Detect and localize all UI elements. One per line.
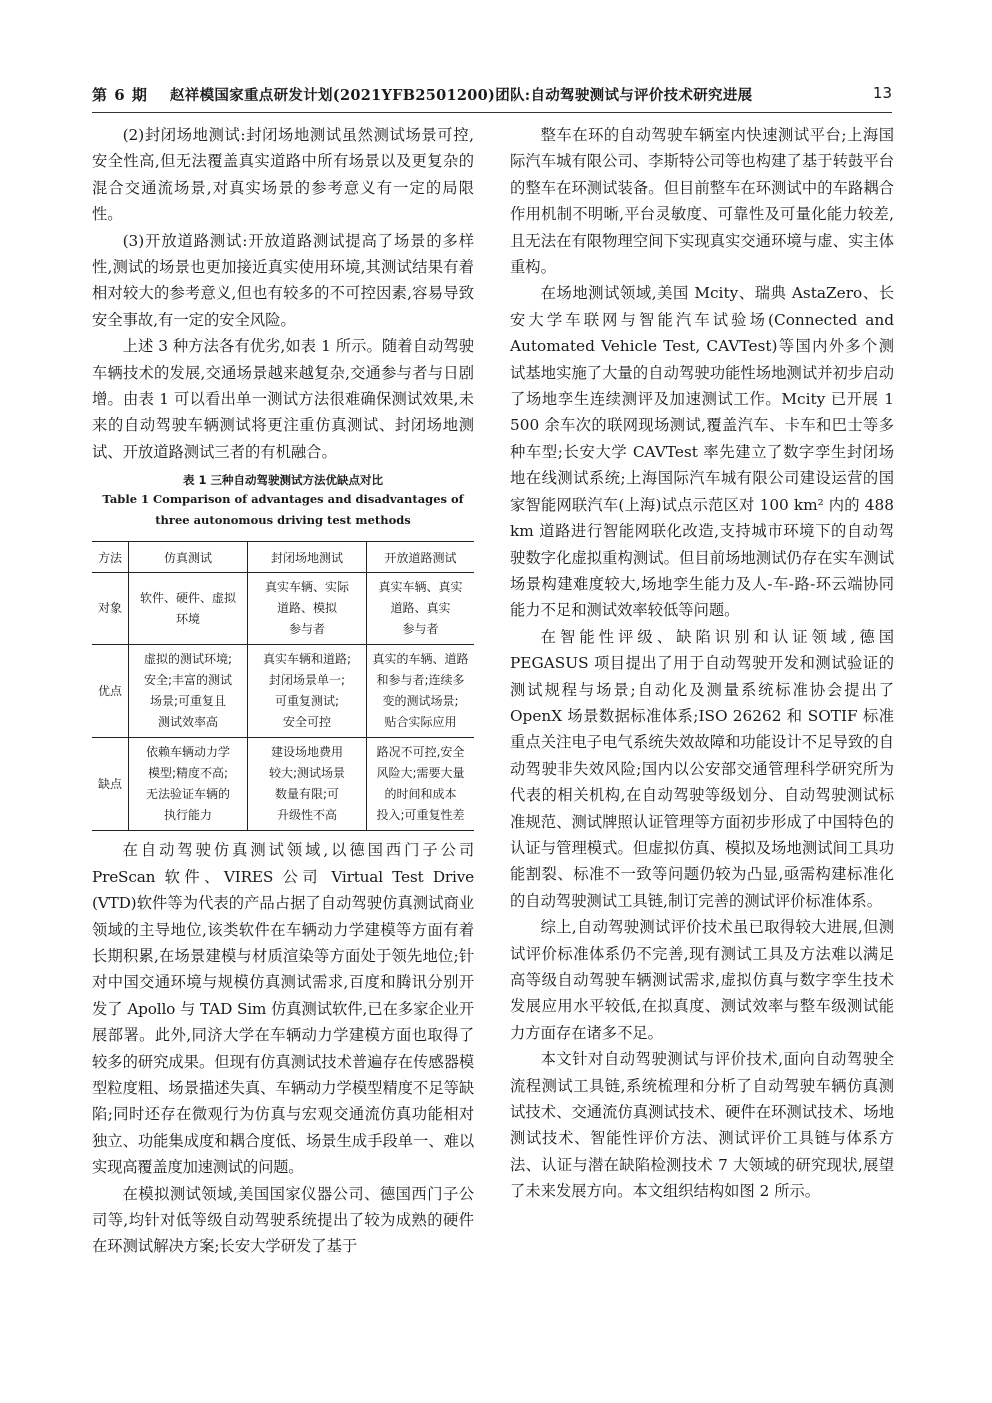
left-column	[92, 122, 474, 1260]
table-header-simulation: 仿真测试	[129, 542, 248, 573]
table-header-method: 方法	[92, 542, 129, 573]
paragraph-hil-field: 在模拟测试领域,美国国家仪器公司、德国西门子公司等,均针对低等级自动驾驶系统提出了较为成熟的硬件在环测试解决方案;长安大学研发了基于	[92, 1184, 474, 1256]
table-caption-en-line1: Table 1 Comparison of advantages and disadvantages of	[102, 492, 464, 507]
running-header	[92, 84, 892, 108]
table-cell: 依赖车辆动力学 模型;精度不高; 无法验证车辆的 执行能力	[129, 738, 248, 831]
table-header-closed-site: 封闭场地测试	[248, 542, 367, 573]
table-row	[92, 738, 474, 831]
table-cell: 真实车辆、实际 道路、模拟 参与者	[248, 573, 367, 645]
paragraph-paper-outline: 本文针对自动驾驶测试与评价技术,面向自动驾驶全流程测试工具链,系统梳理和分析了自动驾驶车辆仿真测试技术、交通流仿真测试技术、硬件在环测试技术、场地测试技术、智能性评价方法、测试评价工具链与体系方法、认证与潜在缺陷检测技术 7 大领域的研究现状,展望了未来发展方向。本文组织结构如图 2 所示。	[510, 1050, 894, 1201]
table-row	[92, 645, 474, 738]
paragraph-summary: 综上,自动驾驶测试评价技术虽已取得较大进展,但测试评价标准体系仍不完善,现有测试工具及方法难以满足高等级自动驾驶车辆测试需求,虚拟仿真与数字孪生技术发展应用水平较低,在拟真度、测试效率与整车级测试能力方面存在诸多不足。	[510, 918, 894, 1042]
table-caption-en	[92, 489, 474, 531]
table-row-label: 对象	[97, 601, 122, 616]
table-row-label: 缺点	[97, 776, 122, 791]
paragraph-vil-platform: 整车在环的自动驾驶车辆室内快速测试平台;上海国际汽车城有限公司、李斯特公司等也构建了基于转鼓平台的整车在环测试装备。但目前整车在环测试中的车路耦合作用机制不明晰,平台灵敏度、可靠性及可量化能力较差,且无法在有限物理空间下实现真实交通环境与虚、实主体重构。	[510, 126, 894, 277]
paragraph-method-comparison: 上述 3 种方法各有优劣,如表 1 所示。随着自动驾驶车辆技术的发展,交通场景越来越复杂,交通参与者与日剧增。由表 1 可以看出单一测试方法很难确保测试效果,未来的自动驾驶车辆测试将更注重仿真测试、封闭场地测试、开放道路测试三者的有机融合。	[92, 337, 474, 461]
table-cell: 真实的车辆、道路 和参与者;连续多 变的测试场景; 贴合实际应用	[367, 645, 475, 738]
issue-number: 第 6 期	[92, 86, 148, 104]
table-row	[92, 573, 474, 645]
table-cell: 建设场地费用 较大;测试场景 数量有限;可 升级性不高	[248, 738, 367, 831]
table-caption-en-line2: three autonomous driving test methods	[155, 513, 411, 528]
paragraph-closed-site-test: (2)封闭场地测试:封闭场地测试虽然测试场景可控,安全性高,但无法覆盖真实道路中所有场景以及更复杂的混合交通流场景,对真实场景的参考意义有一定的局限性。	[92, 126, 474, 224]
table-cell: 真实车辆和道路; 封闭场景单一; 可重复测试; 安全可控	[248, 645, 367, 738]
page-number: 13	[872, 84, 892, 102]
table-row-label: 优点	[97, 683, 122, 698]
running-title: 赵祥模国家重点研发计划(2021YFB2501200)团队:自动驾驶测试与评价技术研究进展	[170, 87, 753, 104]
table-header-open-road: 开放道路测试	[367, 542, 475, 573]
table-header-row	[92, 542, 474, 573]
paragraph-simulation-field: 在自动驾驶仿真测试领域,以德国西门子公司 PreScan 软件、VIRES 公司 Virtual Test Drive (VTD)软件等为代表的产品占据了自动驾驶仿真测试商业领域的主导地位,该类软件在车辆动力学建模等方面有着长期积累,在场景建模与材质渲染等方面处于领先地位;针对中国交通环境与规模仿真测试需求,百度和腾讯分别开发了 Apollo 与 TAD Sim 仿真测试软件,已在多家企业开展部署。此外,同济大学在车辆动力学建模方面也取得了较多的研究成果。但现有仿真测试技术普遍存在传感器模型粒度粗、场景描述失真、车辆动力学模型精度不足等缺陷;同时还存在微观行为仿真与宏观交通流仿真功能相对独立、功能集成度和耦合度低、场景生成手段单一、难以实现高覆盖度加速测试的问题。	[92, 841, 474, 1177]
paragraph-open-road-test: (3)开放道路测试:开放道路测试提高了场景的多样性,测试的场景也更加接近真实使用环境,其测试结果有着相对较大的参考意义,但也有较多的不可控因素,容易导致安全事故,有一定的安全风险。	[92, 231, 474, 329]
table-cell: 真实车辆、真实 道路、真实 参与者	[367, 573, 475, 645]
table-cell: 虚拟的测试环境; 安全;丰富的测试 场景;可重复且 测试效率高	[129, 645, 248, 738]
comparison-table	[92, 541, 474, 831]
table-cell: 软件、硬件、虚拟 环境	[129, 573, 248, 645]
right-column	[510, 122, 894, 1205]
header-rule	[92, 112, 892, 113]
table-cell: 路况不可控,安全 风险大;需要大量 的时间和成本 投入;可重复性差	[367, 738, 475, 831]
paragraph-site-test-field: 在场地测试领域,美国 Mcity、瑞典 AstaZero、长安大学车联网与智能汽车试验场(Connected and Automated Vehicle Test, CAVTest)等国内外多个测试基地实施了大量的自动驾驶功能性场地测试并初步启动了场地孪生连续测评及加速测试工作。Mcity 已开展 1 500 余车次的联网现场测试,覆盖汽车、卡车和巴士等多种车型;长安大学 CAVTest 率先建立了数字孪生封闭场地在线测试系统;上海国际汽车城有限公司建设运营的国家智能网联汽车(上海)试点示范区对 100 km² 内的 488 km 道路进行智能网联化改造,支持城市环境下的自动驾驶数字化虚拟重构测试。但目前场地测试仍存在实车测试场景构建难度较大,场地孪生能力及人-车-路-环云端协同能力不足和测试效率较低等问题。	[510, 284, 894, 620]
table-caption-cn: 表 1 三种自动驾驶测试方法优缺点对比	[182, 473, 383, 488]
paragraph-certification-field: 在智能性评级、缺陷识别和认证领域,德国 PEGASUS 项目提出了用于自动驾驶开发和测试验证的测试规程与场景;自动化及测量系统标准协会提出了 OpenX 场景数据标准体系;ISO 26262 和 SOTIF 标准重点关注电子电气系统失效故障和功能设计不足导致的自动驾驶非失效风险;国内以公安部交通管理科学研究所为代表的相关机构,在自动驾驶等级划分、自动驾驶测试标准规范、测试牌照认证管理等方面初步形成了中国特色的认证与管理模式。但虚拟仿真、模拟及场地测试间工具功能割裂、标准不一致等问题仍较为凸显,亟需构建标准化的自动驾驶测试工具链,制订完善的测试评价标准体系。	[510, 627, 894, 910]
